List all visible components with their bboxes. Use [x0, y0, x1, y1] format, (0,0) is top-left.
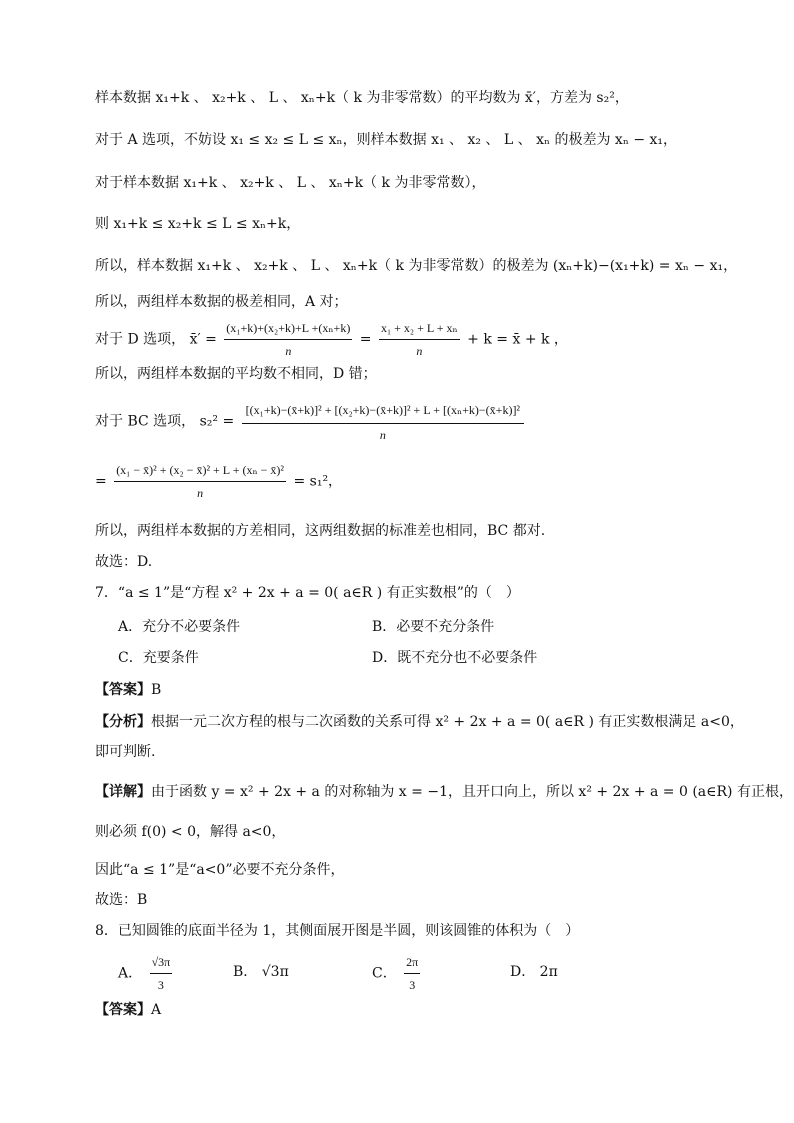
- line-mean-conclusion: 所以，两组样本数据的平均数不相同，D 错；: [95, 366, 377, 382]
- answer-tag: 【答案】: [95, 682, 151, 698]
- q7-detail: [95, 782, 793, 802]
- variance-fraction-1: [242, 398, 524, 445]
- mean-fraction-1-numerator: (x₁+k)+(x₂+k)+L +(xₙ+k): [224, 318, 352, 340]
- q8-option-b: B． √3π: [233, 964, 289, 980]
- q8-option-c-fraction: [404, 952, 420, 995]
- detail-text: 由于函数 y = x² + 2x + a 的对称轴为 x = −1，且开口向上，所以 x² + 2x + a = 0 (a∈R) 有正根，: [151, 784, 793, 800]
- line-variance-conclusion: 所以，两组样本数据的方差相同，这两组数据的标准差也相同，BC 都对.: [95, 523, 546, 539]
- variance-fraction-2-numerator: (x₁ − x̄)² + (x₂ − x̄)² + L + (xₙ − x̄)²: [114, 460, 286, 482]
- analysis-tag: 【分析】: [95, 714, 151, 730]
- q8-answer: [95, 1000, 161, 1020]
- q7-option-c: C．充要条件: [118, 650, 199, 666]
- q7-answer: [95, 680, 161, 700]
- q8-option-d: D． 2π: [510, 964, 558, 980]
- mean-fraction-1: [224, 318, 352, 361]
- mean-fraction-2-numerator: x₁ + x₂ + L + xₙ: [379, 318, 460, 340]
- q8-option-a-label: A．: [118, 965, 143, 982]
- q7-detail-line-3: 因此“a ≤ 1”是“a<0”必要不充分条件，: [95, 862, 345, 878]
- option-d-label: 对于 D 选项， x̄′ =: [95, 331, 217, 348]
- q8-option-c-label: C．: [372, 965, 397, 982]
- line-shifted-range: 所以，样本数据 x₁+k 、 x₂+k 、 L 、 xₙ+k（ k 为非零常数）的极差为 (xₙ+k)−(x₁+k) = xₙ − x₁，: [95, 258, 738, 274]
- option-bc-label: 对于 BC 选项， s₂² =: [95, 413, 235, 430]
- q8-option-a-numerator: √3π: [150, 952, 173, 974]
- line-choose-d: 故选：D.: [95, 554, 153, 570]
- q7-option-d: D．既不充分也不必要条件: [372, 650, 538, 666]
- equals-sign: =: [359, 331, 372, 348]
- q7-analysis: [95, 712, 744, 732]
- mean-fraction-2-denominator: n: [416, 344, 423, 358]
- line-range-conclusion: 所以，两组样本数据的极差相同，A 对；: [95, 294, 348, 310]
- answer-value-8: A: [151, 1002, 162, 1018]
- mean-result: + k = x̄ + k ，: [467, 331, 568, 348]
- equals-sign-2: =: [95, 473, 107, 490]
- line-option-d-mean: [95, 318, 568, 361]
- mean-fraction-1-denominator: n: [285, 344, 292, 358]
- detail-tag: 【详解】: [95, 784, 151, 800]
- q8-option-a: [118, 952, 175, 995]
- line-option-bc-variance: [95, 398, 527, 445]
- analysis-text: 根据一元二次方程的根与二次函数的关系可得 x² + 2x + a = 0( a∈R ) 有正实数根满足 a<0，: [151, 714, 744, 730]
- q7-option-a: A．充分不必要条件: [118, 619, 241, 635]
- q7-detail-line-4: 故选：B: [95, 892, 148, 908]
- q8-option-a-denominator: 3: [157, 978, 164, 992]
- line-option-a-range: 对于 A 选项，不妨设 x₁ ≤ x₂ ≤ L ≤ xₙ，则样本数据 x₁ 、 x₂ 、 L 、 xₙ 的极差为 xₙ − x₁，: [95, 132, 678, 148]
- q7-option-b: B．必要不充分条件: [372, 619, 495, 635]
- q8-option-a-fraction: [150, 952, 173, 995]
- q8-option-c: [372, 952, 423, 995]
- line-shifted-sample: 对于样本数据 x₁+k 、 x₂+k 、 L 、 xₙ+k（ k 为非零常数），: [95, 175, 486, 191]
- line-variance-simplified: [95, 460, 342, 503]
- q7-detail-line-2: 则必须 f(0) < 0，解得 a<0，: [95, 824, 286, 840]
- variance-result: = s₁²，: [293, 473, 343, 490]
- q8-option-c-numerator: 2π: [404, 952, 420, 974]
- variance-fraction-2: [114, 460, 286, 503]
- q8-option-c-denominator: 3: [409, 978, 416, 992]
- question-8: 8．已知圆锥的底面半径为 1，其侧面展开图是半圆，则该圆锥的体积为（ ）: [95, 923, 580, 939]
- mean-fraction-2: [379, 318, 460, 361]
- line-sample-mean-variance: 样本数据 x₁+k 、 x₂+k 、 L 、 xₙ+k（ k 为非零常数）的平均数为 x̄′，方差为 s₂²，: [95, 90, 629, 106]
- variance-fraction-2-denominator: n: [197, 486, 204, 500]
- variance-fraction-1-numerator: [(x₁+k)−(x̄+k)]² + [(x₂+k)−(x̄+k)]² + L + [(xₙ+k)−(x̄+k)]²: [242, 398, 524, 424]
- line-inequality-chain: 则 x₁+k ≤ x₂+k ≤ L ≤ xₙ+k，: [95, 216, 301, 232]
- answer-value: B: [151, 682, 162, 698]
- question-7: 7．“a ≤ 1”是“方程 x² + 2x + a = 0( a∈R ) 有正实数根”的（ ）: [95, 585, 520, 601]
- q7-analysis-cont: 即可判断.: [95, 744, 156, 760]
- answer-tag-8: 【答案】: [95, 1002, 151, 1018]
- variance-fraction-1-denominator: n: [379, 428, 386, 442]
